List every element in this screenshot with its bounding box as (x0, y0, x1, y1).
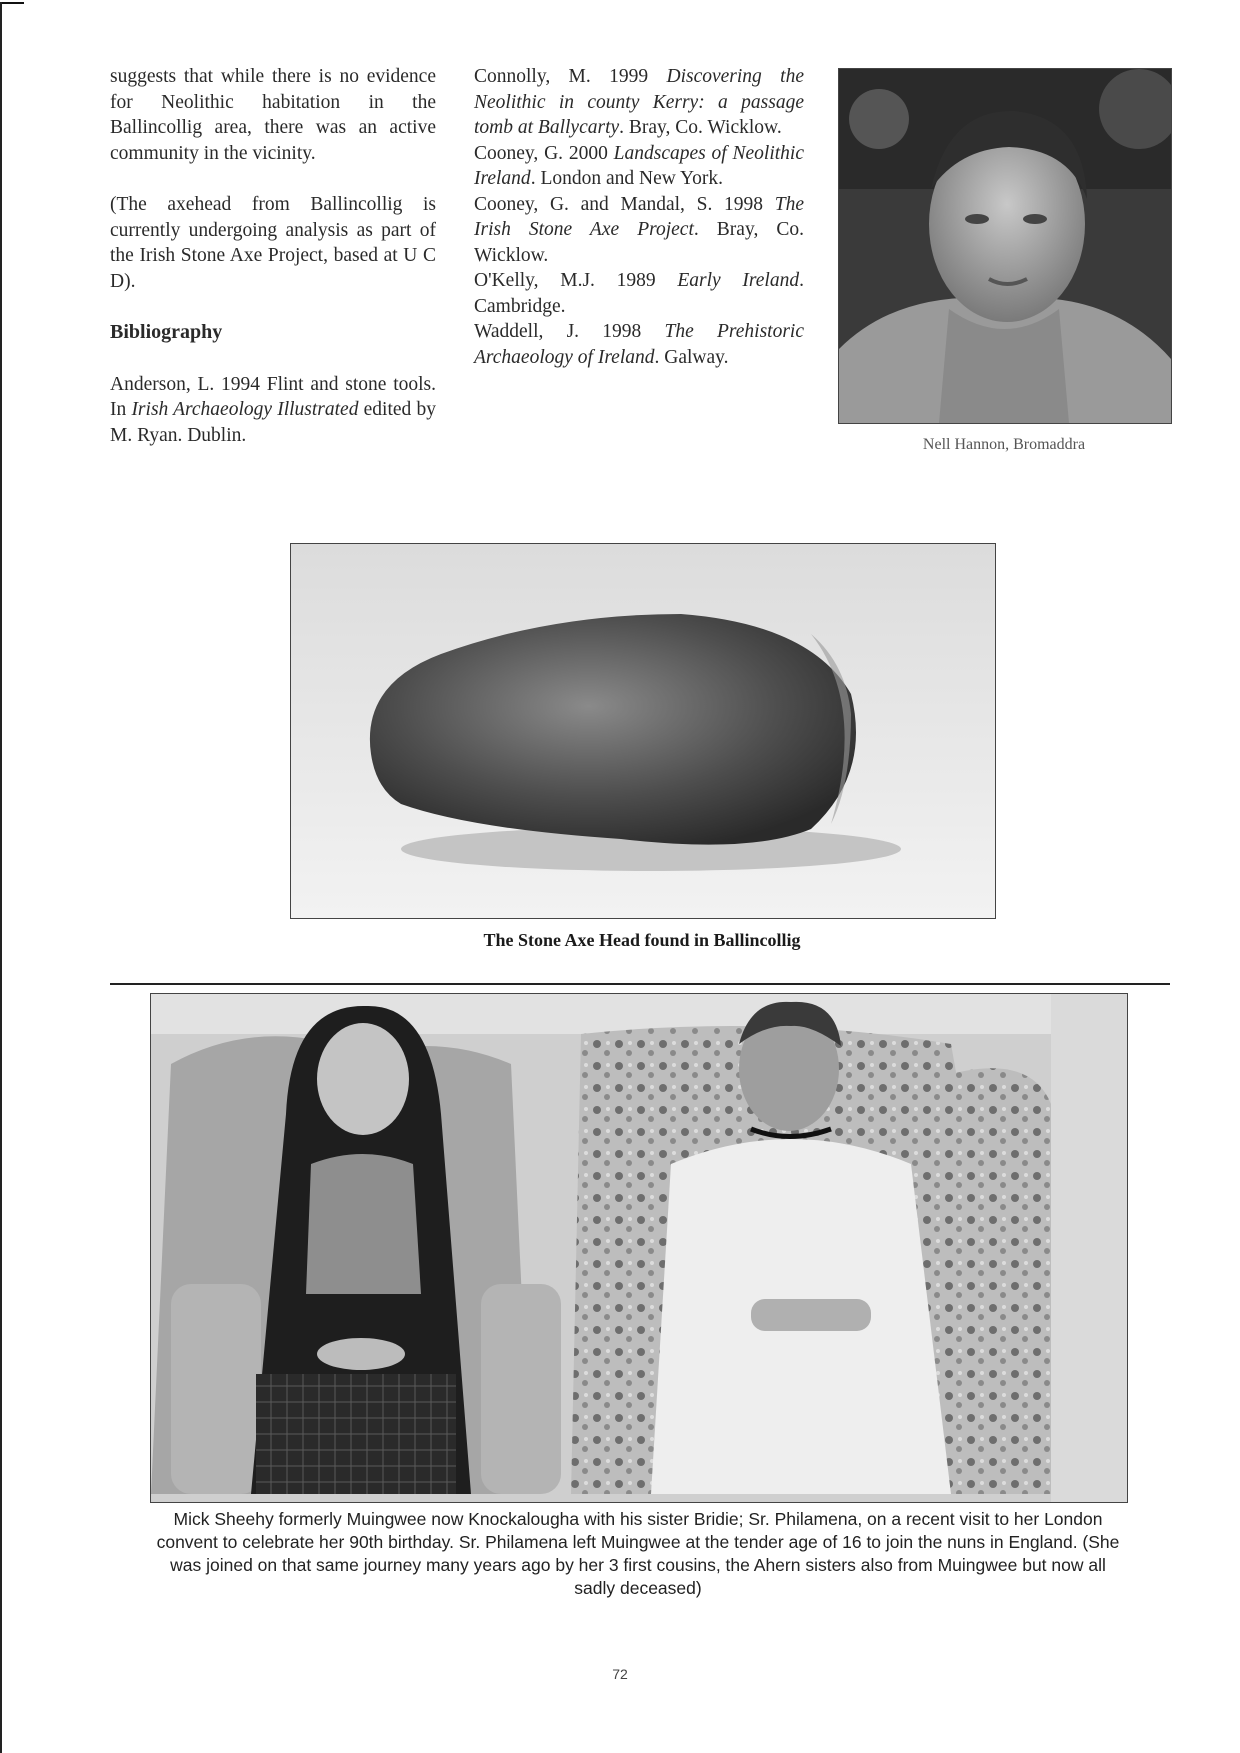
page-edge-line (0, 2, 2, 1753)
bibliography-entry: Waddell, J. 1998 The Prehistoric Archaeology of Ireland. Galway. (474, 321, 804, 368)
portrait-photo (838, 68, 1172, 424)
bibliography-entry: O'Kelly, M.J. 1989 Early Ireland. Cambridge. (474, 270, 804, 317)
axe-head-caption: The Stone Axe Head found in Ballincollig (483, 930, 801, 950)
bibliography-entry: Cooney, G. and Mandal, S. 1998 The Irish Stone Axe Project. Bray, Co. Wicklow. (474, 193, 805, 266)
portrait-caption: Nell Hannon, Bromaddra (922, 436, 1086, 453)
text-column-left (110, 64, 436, 448)
group-caption: Mick Sheehy formerly Muingwee now Knockalougha with his sister Bridie; Sr. Philamena, on a recent visit to her London convent to celebrate her 90th birthday. Sr. Philamena left Muingwee at the tender age of 16 to join the nuns in England. (She was joined on that same journey many years ago by her 3 first cousins, the Ahern sisters also from Muingwee but now all sadly deceased) (156, 1509, 1120, 1598)
bibliography-entry: Cooney, G. 2000 Landscapes of Neolithic Ireland. London and New York. (474, 142, 804, 189)
section-divider (110, 983, 1170, 985)
group-photo (150, 993, 1128, 1503)
bibliography-entry: Anderson, L. 1994 Flint and stone tools. In Irish Archaeology Illustrated edited by M. Ryan. Dublin. (110, 373, 436, 446)
body-paragraph: suggests that while there is no evidence for Neolithic habitation in the Ballincollig area, there was an active community in the vicinity. (110, 66, 436, 164)
bibliography-heading: Bibliography (110, 321, 223, 343)
text-column-middle (474, 64, 804, 370)
axe-head-photo (290, 543, 996, 919)
page-number: 72 (612, 1666, 628, 1682)
body-paragraph: (The axehead from Ballincollig is currently undergoing analysis as part of the Irish Stone Axe Project, based at U C D). (110, 194, 436, 292)
crop-mark (0, 2, 24, 4)
bibliography-entry: Connolly, M. 1999 Discovering the Neolithic in county Kerry: a passage tomb at Ballycarty. Bray, Co. Wicklow. (474, 66, 804, 138)
